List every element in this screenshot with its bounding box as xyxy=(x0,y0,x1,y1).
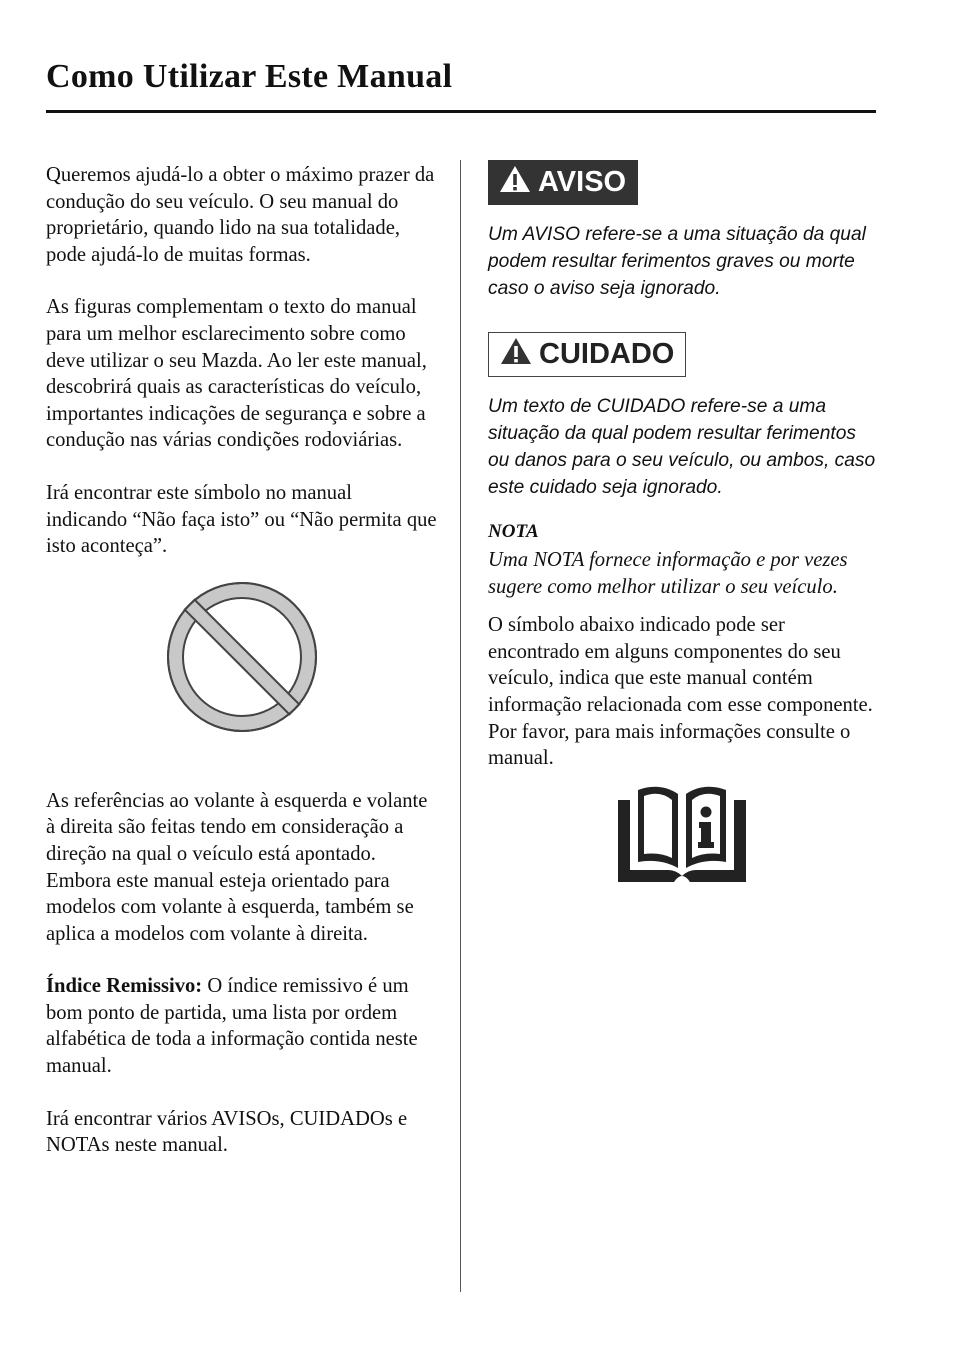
manual-info-figure xyxy=(488,782,880,882)
cuidado-label: CUIDADO xyxy=(539,338,675,370)
index-label: Índice Remissivo: xyxy=(46,975,203,998)
symbol-explanation: O símbolo abaixo indicado pode ser encontrado em alguns componentes do seu veículo, indica que este manual contém informação relacionada com esse componente. xyxy=(488,614,873,716)
left-column xyxy=(46,162,438,1185)
intro-paragraph: Queremos ajudá-lo a obter o máximo prazer da condução do seu veículo. O seu manual do proprietário, quando lido na sua totalidade, pode ajudá-lo de muitas formas. xyxy=(46,164,435,266)
cuidado-text: Um texto de CUIDADO refere-se a uma situação da qual podem resultar ferimentos ou danos para o seu veículo, ou ambos, caso este cuidado seja ignorado. xyxy=(488,396,876,498)
nota-text: Uma NOTA fornece informação e por vezes sugere como melhor utilizar o seu veículo. xyxy=(488,549,848,598)
prohibition-figure xyxy=(46,576,438,766)
page-title: Como Utilizar Este Manual xyxy=(46,58,453,95)
index-text: O índice remissivo é um bom ponto de partida, uma lista por ordem alfabética de toda a informação contida neste manual. xyxy=(46,975,418,1078)
symbol-paragraph: Irá encontrar este símbolo no manual indicando “Não faça isto” ou “Não permita que isto aconteça”. xyxy=(46,481,437,558)
column-divider xyxy=(460,160,461,1292)
manual-info-icon xyxy=(614,782,750,886)
cuidado-badge xyxy=(488,332,686,377)
aviso-badge xyxy=(488,160,638,205)
warning-triangle-icon xyxy=(499,336,533,374)
consult-manual-text: Por favor, para mais informações consulte o manual. xyxy=(488,720,851,770)
aviso-text: Um AVISO refere-se a uma situação da qual podem resultar ferimentos graves ou morte caso o aviso seja ignorado. xyxy=(488,224,866,299)
warnings-paragraph: Irá encontrar vários AVISOs, CUIDADOs e NOTAs neste manual. xyxy=(46,1107,408,1157)
warning-triangle-icon xyxy=(498,164,532,202)
prohibition-icon xyxy=(161,576,323,738)
right-column xyxy=(488,160,880,882)
nota-label: NOTA xyxy=(488,521,539,542)
figures-paragraph: As figuras complementam o texto do manual para um melhor esclarecimento sobre como deve utilizar o seu Mazda. Ao ler este manual, descobrirá quais as características do veículo, importantes indicações de segurança e sobre a condução nas várias condições rodoviárias. xyxy=(46,296,427,452)
aviso-label: AVISO xyxy=(538,166,627,198)
index-paragraph xyxy=(46,973,438,1079)
steering-paragraph: As referências ao volante à esquerda e volante à direita são feitas tendo em consideração a direção na qual o veículo está apontado. Embora este manual esteja orientado para modelos com volante à esquerda, também se aplica a modelos com volante à direita. xyxy=(46,789,428,945)
title-rule xyxy=(46,110,876,113)
